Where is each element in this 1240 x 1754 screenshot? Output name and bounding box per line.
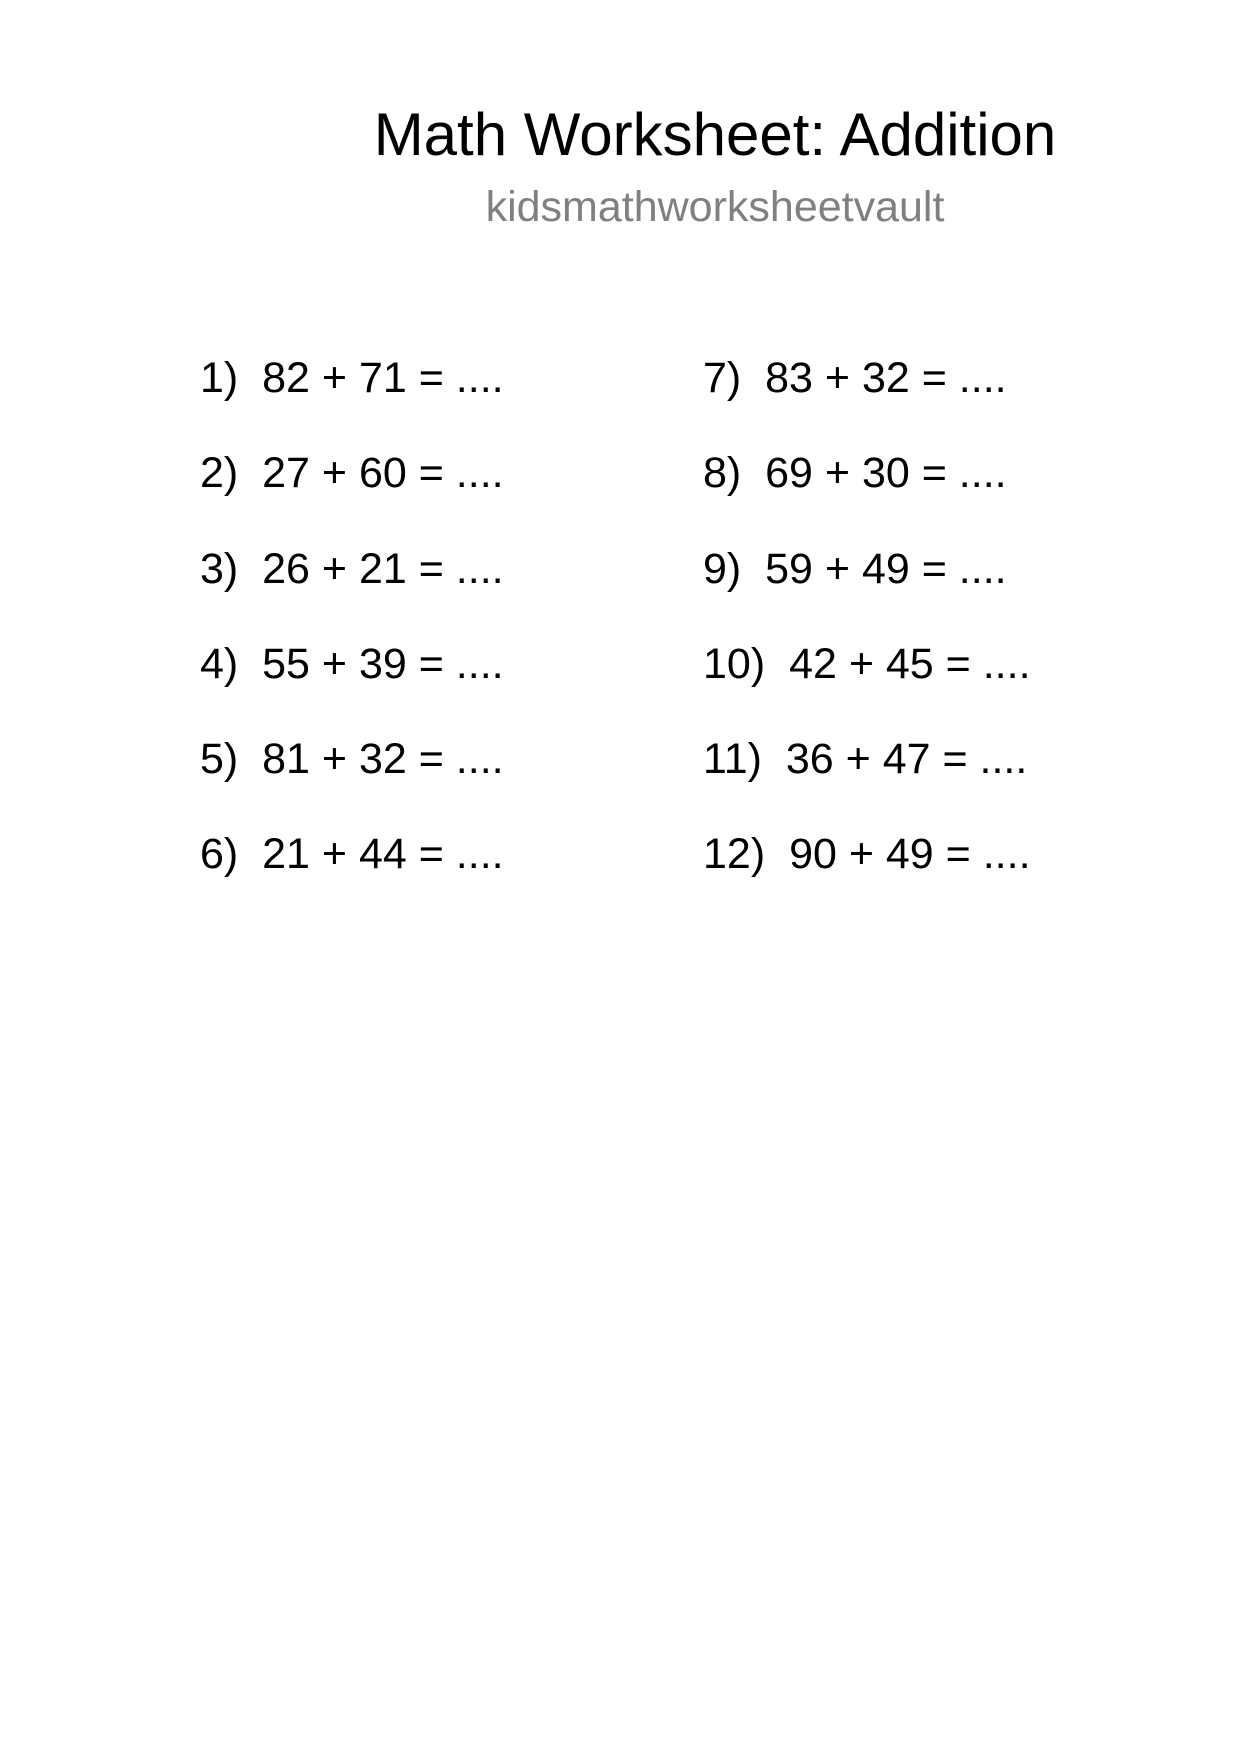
problem-item	[200, 636, 504, 731]
problem-expression: 42 + 45 = ....	[789, 639, 1031, 688]
problem-expression: 81 + 32 = ....	[262, 735, 504, 784]
problem-item	[703, 636, 1031, 731]
problem-expression: 69 + 30 = ....	[765, 449, 1007, 498]
problem-number: 3)	[200, 544, 239, 593]
problem-number: 4)	[200, 639, 239, 688]
problem-number: 1)	[200, 354, 239, 402]
problem-number: 5)	[200, 735, 239, 784]
problem-expression: 36 + 47 = ....	[785, 735, 1028, 784]
problem-item	[200, 445, 504, 540]
problem-number: 11)	[703, 735, 762, 784]
problem-number: 2)	[200, 449, 239, 498]
problem-item	[200, 541, 504, 636]
problem-item	[703, 826, 1031, 921]
problem-expression: 83 + 32 = ....	[765, 354, 1007, 402]
problem-item	[200, 826, 504, 921]
problem-expression: 55 + 39 = ....	[262, 639, 504, 688]
problem-expression: 27 + 60 = ....	[262, 449, 504, 498]
problems-right-column	[703, 350, 1031, 922]
worksheet-subtitle: kidsmathworksheetvault	[485, 183, 945, 231]
problem-item	[703, 445, 1031, 540]
problem-item	[703, 350, 1031, 445]
problem-number: 10)	[703, 639, 766, 688]
worksheet-title: Math Worksheet: Addition	[373, 101, 1057, 168]
problem-number: 9)	[703, 544, 742, 593]
problem-expression: 26 + 21 = ....	[262, 544, 504, 593]
problem-item	[703, 731, 1031, 826]
problem-number: 8)	[703, 449, 742, 498]
problem-expression: 59 + 49 = ....	[765, 544, 1007, 593]
problem-number: 12)	[703, 830, 766, 879]
problem-expression: 21 + 44 = ....	[262, 830, 504, 879]
problem-number: 6)	[200, 830, 239, 879]
problem-number: 7)	[703, 354, 742, 402]
problem-expression: 90 + 49 = ....	[789, 830, 1031, 879]
problem-item	[200, 350, 504, 445]
problem-item	[703, 541, 1031, 636]
problems-left-column	[200, 350, 504, 922]
problem-item	[200, 731, 504, 826]
problem-expression: 82 + 71 = ....	[262, 354, 504, 402]
